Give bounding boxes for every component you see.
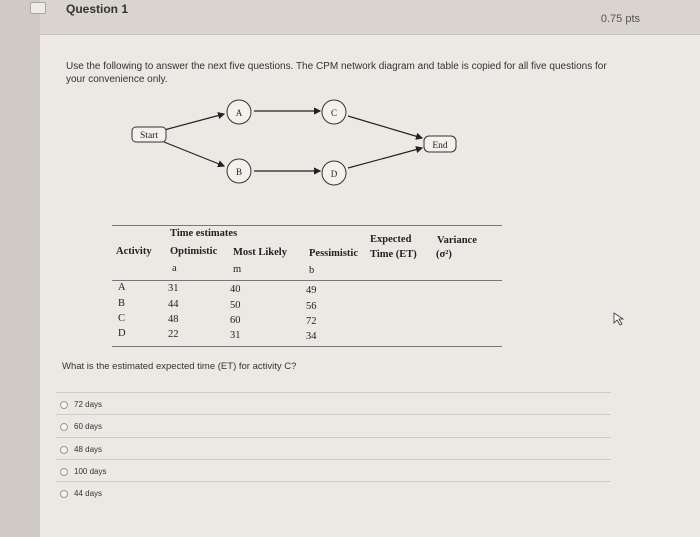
- table-cell-a: 48: [168, 314, 179, 325]
- answer-option[interactable]: [60, 467, 106, 476]
- table-cell-m: 40: [230, 284, 241, 295]
- table-cell-b: 49: [306, 285, 317, 296]
- answer-option-label: 48 days: [74, 445, 103, 454]
- answer-option-label: 100 days: [74, 467, 107, 476]
- question-points: 0.75 pts: [600, 13, 640, 25]
- option-divider: [56, 481, 611, 482]
- table-cell-m: 50: [230, 300, 241, 311]
- header-variance: Variance: [437, 235, 477, 246]
- table-cell-b: 72: [306, 316, 317, 327]
- header-expected: Expected: [370, 234, 412, 245]
- radio-button[interactable]: [60, 468, 68, 476]
- sym-a: a: [172, 263, 177, 274]
- col-sigma: (σ²): [436, 249, 452, 260]
- edge-start-b: [164, 142, 224, 166]
- table-cell-activity: D: [118, 328, 126, 339]
- answer-option[interactable]: [60, 489, 102, 498]
- left-sidebar-strip: [0, 0, 40, 537]
- table-cell-a: 44: [168, 299, 179, 310]
- answer-option[interactable]: [60, 400, 102, 409]
- node-a-label: A: [235, 108, 243, 118]
- table-cell-m: 60: [230, 315, 241, 326]
- time-estimates-table: [112, 218, 502, 350]
- answer-option-label: 72 days: [74, 400, 103, 409]
- table-cell-a: 22: [168, 329, 179, 340]
- col-optimistic: Optimistic: [170, 246, 218, 257]
- table-bottom-rule: [112, 346, 502, 347]
- question-prompt: Use the following to answer the next five questions. The CPM network diagram and table is copied for all five questions for your convenience only.: [66, 61, 607, 85]
- header-time-estimates: Time estimates: [170, 228, 238, 239]
- edge-c-end: [348, 116, 422, 138]
- table-cell-b: 56: [306, 301, 317, 312]
- question-title: Question 1: [66, 2, 129, 16]
- table-header-rule: [112, 280, 502, 281]
- answer-option[interactable]: [60, 445, 102, 454]
- node-start-label: Start: [140, 131, 158, 141]
- option-divider: [56, 459, 611, 460]
- option-divider: [56, 437, 611, 438]
- node-c-label: C: [330, 108, 338, 118]
- node-b-label: B: [235, 167, 243, 177]
- col-activity: Activity: [116, 246, 152, 257]
- radio-button[interactable]: [60, 446, 68, 454]
- answer-option[interactable]: [60, 422, 102, 431]
- node-d-label: D: [330, 169, 338, 179]
- cpm-network-diagram: [120, 96, 460, 192]
- option-divider: [56, 414, 611, 415]
- table-cell-m: 31: [230, 330, 241, 341]
- flag-question-icon[interactable]: [30, 2, 46, 14]
- col-most-likely: Most Likely: [233, 247, 287, 258]
- radio-button[interactable]: [60, 423, 68, 431]
- table-cell-a: 31: [168, 283, 179, 294]
- answer-option-label: 44 days: [74, 489, 103, 498]
- table-cell-activity: C: [118, 313, 126, 324]
- table-cell-b: 34: [306, 331, 317, 342]
- sym-b: b: [309, 265, 315, 276]
- node-end-label: End: [432, 141, 448, 151]
- table-top-rule: [112, 225, 502, 226]
- option-divider: [56, 392, 611, 393]
- question-text: What is the estimated expected time (ET) for activity C?: [62, 361, 297, 372]
- col-pessimistic: Pessimistic: [309, 248, 358, 259]
- col-time-et: Time (ET): [370, 249, 417, 260]
- answer-option-label: 60 days: [74, 422, 103, 431]
- table-cell-activity: A: [118, 282, 126, 293]
- edge-start-a: [164, 114, 224, 130]
- mouse-cursor-icon: [612, 312, 626, 326]
- edge-d-end: [348, 148, 422, 168]
- sym-m: m: [233, 264, 242, 275]
- radio-button[interactable]: [60, 490, 68, 498]
- table-cell-activity: B: [118, 298, 126, 309]
- radio-button[interactable]: [60, 401, 68, 409]
